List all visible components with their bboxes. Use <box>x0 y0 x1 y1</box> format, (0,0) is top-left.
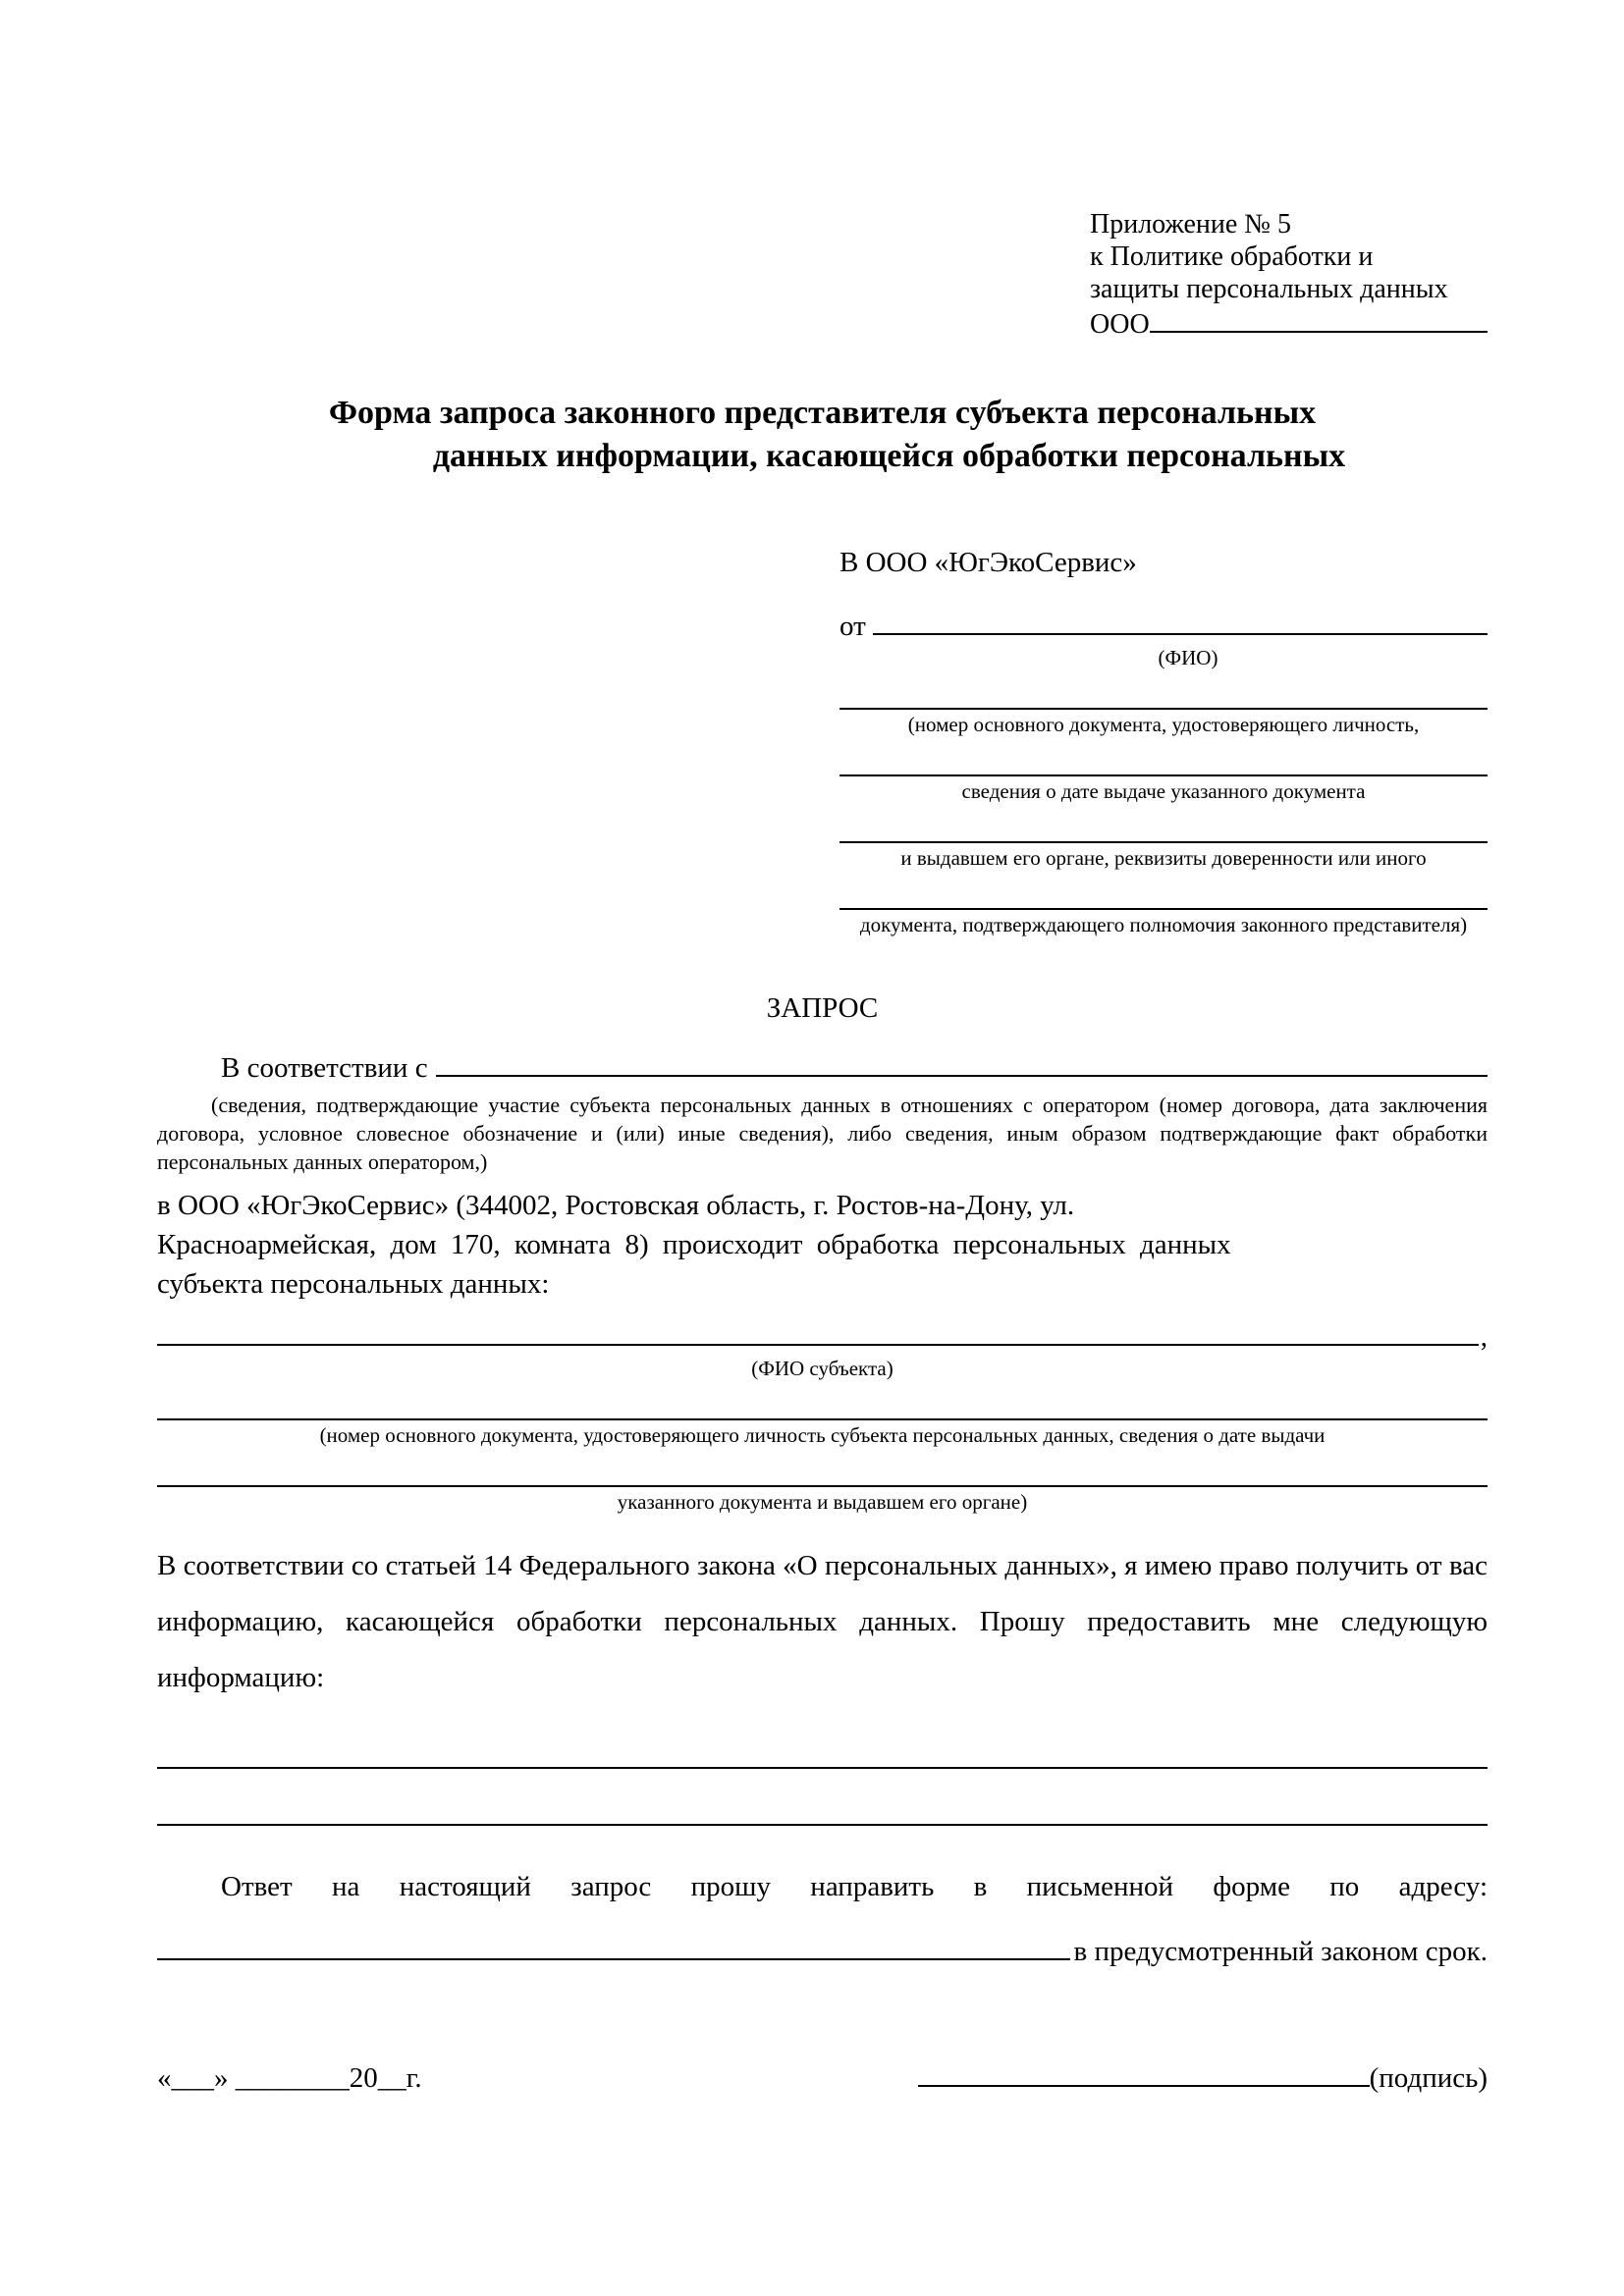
field-caption: сведения о дате выдаче указанного документа <box>961 779 1366 803</box>
ooo-blank-field <box>1150 305 1488 333</box>
request-heading: ЗАПРОС <box>766 992 879 1024</box>
info-blank-line <box>157 1767 1488 1769</box>
operator-paragraph-line: Красноармейская, дом 170, комната 8) происходит обработка персональных данных <box>157 1229 1231 1260</box>
info-blank-line <box>157 1824 1488 1826</box>
operator-paragraph-line: субъекта персональных данных: <box>157 1268 550 1300</box>
law-paragraph: В соответствии со статьей 14 Федерального закона «О персональных данных», я имею право получить от вас информацию, касающейся обработки персональных данных. Прошу предоставить мне следующую информацию: <box>157 1550 1488 1693</box>
address-row <box>157 1932 1488 1968</box>
blank-field-line <box>839 774 1488 776</box>
subject-doc-field <box>157 1485 1488 1515</box>
subject-doc-field <box>157 1418 1488 1448</box>
footer-row <box>157 2058 1488 2095</box>
intro-row <box>157 1048 1488 1085</box>
operator-paragraph-line: в ООО «ЮгЭкоСервис» (344002, Ростовская область, г. Ростов-на-Дону, ул. <box>157 1190 1075 1221</box>
operator-paragraph <box>157 1186 1488 1304</box>
blank-field-line <box>157 1418 1488 1420</box>
signature-caption: (подпись) <box>1369 2062 1488 2094</box>
address-blank-field <box>157 1932 1070 1960</box>
field-caption: документа, подтверждающего полномочия законного представителя) <box>859 913 1468 936</box>
representative-doc-field <box>839 708 1488 737</box>
page-title-line-2: данных информации, касающейся обработки персональных <box>432 438 1346 474</box>
date-line: «___» ________20__г. <box>157 2062 422 2094</box>
answer-tail: в предусмотренный законом срок. <box>1073 1936 1488 1967</box>
intro-label: В соответствии с <box>221 1052 428 1084</box>
blank-field-line <box>839 841 1488 843</box>
answer-paragraph: Ответ на настоящий запрос прошу направить в письменной форме по адресу: <box>221 1871 1488 1902</box>
blank-field-line <box>839 708 1488 710</box>
ooo-label: ООО <box>1090 309 1150 340</box>
field-caption: (номер основного документа, удостоверяющего личность, <box>907 713 1420 736</box>
representative-doc-field <box>839 908 1488 937</box>
appendix-line: к Политике обработки и <box>1090 241 1374 272</box>
subject-doc-caption: (номер основного документа, удостоверяющего личность субъекта персональных данных, сведения о дате выдачи <box>319 1423 1326 1447</box>
representative-doc-field <box>839 841 1488 871</box>
subject-fio-blank-field <box>157 1317 1479 1346</box>
subject-fio-row <box>157 1317 1488 1354</box>
field-caption: и выдавшем его органе, реквизиты доверенности или иного <box>900 846 1427 870</box>
signature-blank-field <box>918 2058 1370 2087</box>
appendix-line: защиты персональных данных <box>1090 274 1448 304</box>
from-row <box>839 607 1488 643</box>
document-content <box>0 208 1624 2095</box>
subject-doc-caption: указанного документа и выдавшем его органе) <box>617 1490 1028 1514</box>
appendix-line: Приложение № 5 <box>1090 209 1291 240</box>
appendix-block <box>1090 208 1488 341</box>
fio-caption: (ФИО) <box>1158 646 1218 669</box>
addressee-to: В ООО «ЮгЭкоСервис» <box>839 547 1137 578</box>
from-name-blank-field <box>873 607 1488 635</box>
page-title-line-1: Форма запроса законного представителя субъекта персональных <box>328 395 1317 431</box>
intro-blank-field <box>436 1048 1488 1077</box>
representative-doc-field <box>839 774 1488 804</box>
appendix-ooo-row <box>1090 305 1488 341</box>
from-label: от <box>839 611 866 642</box>
subject-fio-caption: (ФИО субъекта) <box>751 1357 893 1380</box>
blank-field-line <box>839 908 1488 910</box>
page-title <box>157 392 1488 478</box>
addressee-block <box>839 547 1488 937</box>
blank-field-line <box>157 1485 1488 1487</box>
subject-fio-comma: , <box>1480 1321 1488 1353</box>
intro-caption: (сведения, подтверждающие участие субъекта персональных данных в отношениях с оператором (номер договора, дата заключения договора, условное словесное обозначение и (или) иные сведения), либо сведения, иным образом подтверждающие факт обработки персональных данных оператором,) <box>157 1093 1488 1174</box>
